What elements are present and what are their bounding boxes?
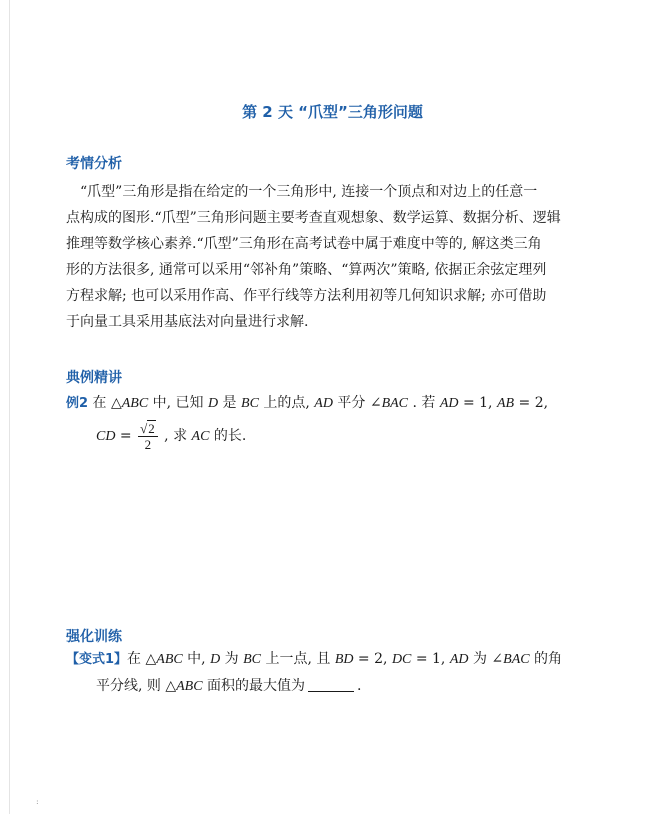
training-line-1: 【变式1】在 △ABC 中, D 为 BC 上一点, 且 BD = 2, DC = 1, AD 为 ∠BAC 的角 (66, 651, 563, 667)
example-line-2: CD = $\frac{√2}{2}$ , 求 AC 的长. (96, 420, 247, 452)
page-edge-line (9, 0, 10, 814)
analysis-line-3: 推理等数学核心素养.“爪型”三角形在高考试卷中属于难度中等的, 解这类三角 (66, 236, 542, 252)
answer-blank[interactable] (308, 677, 354, 692)
analysis-line-4: 形的方法很多, 通常可以采用“邻补角”策略、“算两次”策略, 依据正余弦定理列 (66, 262, 547, 278)
examples-heading: 典例精讲 (66, 370, 122, 386)
analysis-heading: 考情分析 (66, 156, 122, 172)
training-line-2: 平分线, 则 △ABC 面积的最大值为 . (96, 678, 362, 694)
corner-mark: : (36, 797, 39, 806)
training-heading: 强化训练 (66, 629, 122, 645)
variant-label: 【变式1】 (66, 652, 128, 667)
analysis-line-5: 方程求解; 也可以采用作高、作平行线等方法利用初等几何知识求解; 亦可借助 (66, 288, 547, 304)
example-label: 例2 (66, 396, 89, 411)
fraction-sqrt2-over-2: $\frac{√2}{2}$ (138, 421, 158, 452)
analysis-line-2: 点构成的图形.“爪型”三角形问题主要考查直观想象、数学运算、数据分析、逻辑 (66, 210, 561, 226)
analysis-line-1: “爪型”三角形是指在给定的一个三角形中, 连接一个顶点和对边上的任意一 (80, 184, 538, 200)
sqrt-symbol: √2 (140, 420, 155, 436)
training-problem (66, 646, 606, 700)
example-line-1: 例2 在 △ABC 中, 已知 D 是 BC 上的点, AD 平分 ∠BAC . 若 AD = 1, AB = 2, (66, 395, 549, 411)
example-problem (66, 390, 606, 456)
analysis-line-6: 于向量工具采用基底法对向量进行求解. (66, 314, 309, 330)
analysis-paragraph (66, 179, 606, 335)
page-title: 第 2 天 “爪型”三角形问题 (242, 103, 423, 121)
